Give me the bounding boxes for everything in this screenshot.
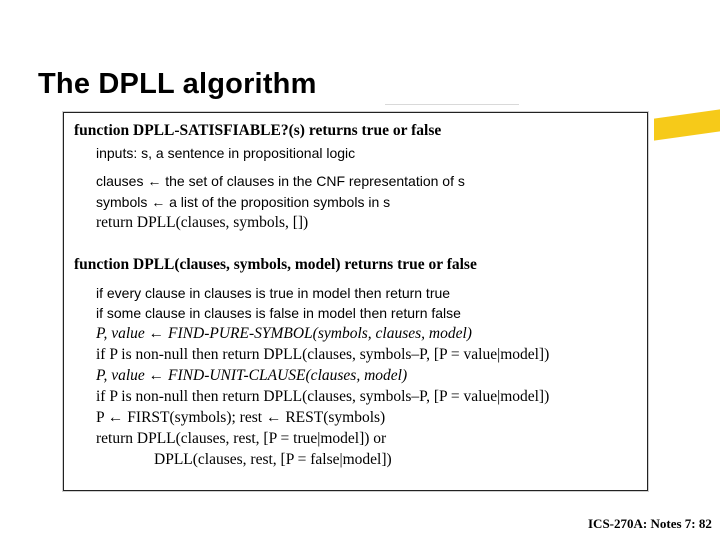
code-line bbox=[96, 429, 386, 449]
code-text: if every clause in clauses is true in model then return true bbox=[96, 285, 451, 301]
code-text: if P is non-null then return DPLL(clauses, symbols–P, [P = value|model]) bbox=[96, 388, 550, 405]
code-text: return DPLL(clauses, symbols, []) bbox=[96, 214, 309, 231]
code-text: return DPLL(clauses, rest, [P = true|model]) or bbox=[96, 430, 387, 447]
code-line bbox=[96, 192, 390, 212]
code-line bbox=[96, 283, 450, 303]
code-line bbox=[96, 303, 461, 323]
code-line bbox=[96, 171, 465, 191]
code-text: if some clause in clauses is false in model then return false bbox=[96, 305, 461, 321]
slide-footer: ICS-270A: Notes 7: 82 bbox=[588, 516, 712, 531]
code-line bbox=[154, 450, 392, 470]
code-text: P, value ← FIND-PURE-SYMBOL(symbols, clauses, model) bbox=[96, 325, 472, 342]
code-text: inputs: s, a sentence in propositional logic bbox=[96, 145, 356, 161]
code-line bbox=[74, 121, 441, 141]
code-line bbox=[96, 366, 407, 386]
code-text: symbols ← a list of the proposition symbols in s bbox=[96, 194, 391, 210]
code-line bbox=[96, 324, 472, 344]
code-line bbox=[74, 255, 477, 275]
code-line bbox=[96, 408, 385, 428]
title-divider bbox=[385, 104, 519, 105]
code-text: P ← FIRST(symbols); rest ← REST(symbols) bbox=[96, 409, 386, 426]
code-line bbox=[96, 387, 549, 407]
code-text: clauses ← the set of clauses in the CNF representation of s bbox=[96, 173, 465, 189]
code-text: function DPLL(clauses, symbols, model) returns true or false bbox=[74, 256, 477, 273]
code-text: P, value ← FIND-UNIT-CLAUSE(clauses, model) bbox=[96, 367, 408, 384]
code-line bbox=[96, 345, 549, 365]
code-text: function DPLL-SATISFIABLE?(s) returns true or false bbox=[74, 122, 442, 139]
code-text: if P is non-null then return DPLL(clauses, symbols–P, [P = value|model]) bbox=[96, 346, 550, 363]
slide-title: The DPLL algorithm bbox=[38, 68, 317, 100]
code-line bbox=[96, 213, 308, 233]
highlighter-mark bbox=[654, 109, 720, 140]
code-line bbox=[96, 143, 355, 163]
code-text: DPLL(clauses, rest, [P = false|model]) bbox=[154, 451, 392, 468]
